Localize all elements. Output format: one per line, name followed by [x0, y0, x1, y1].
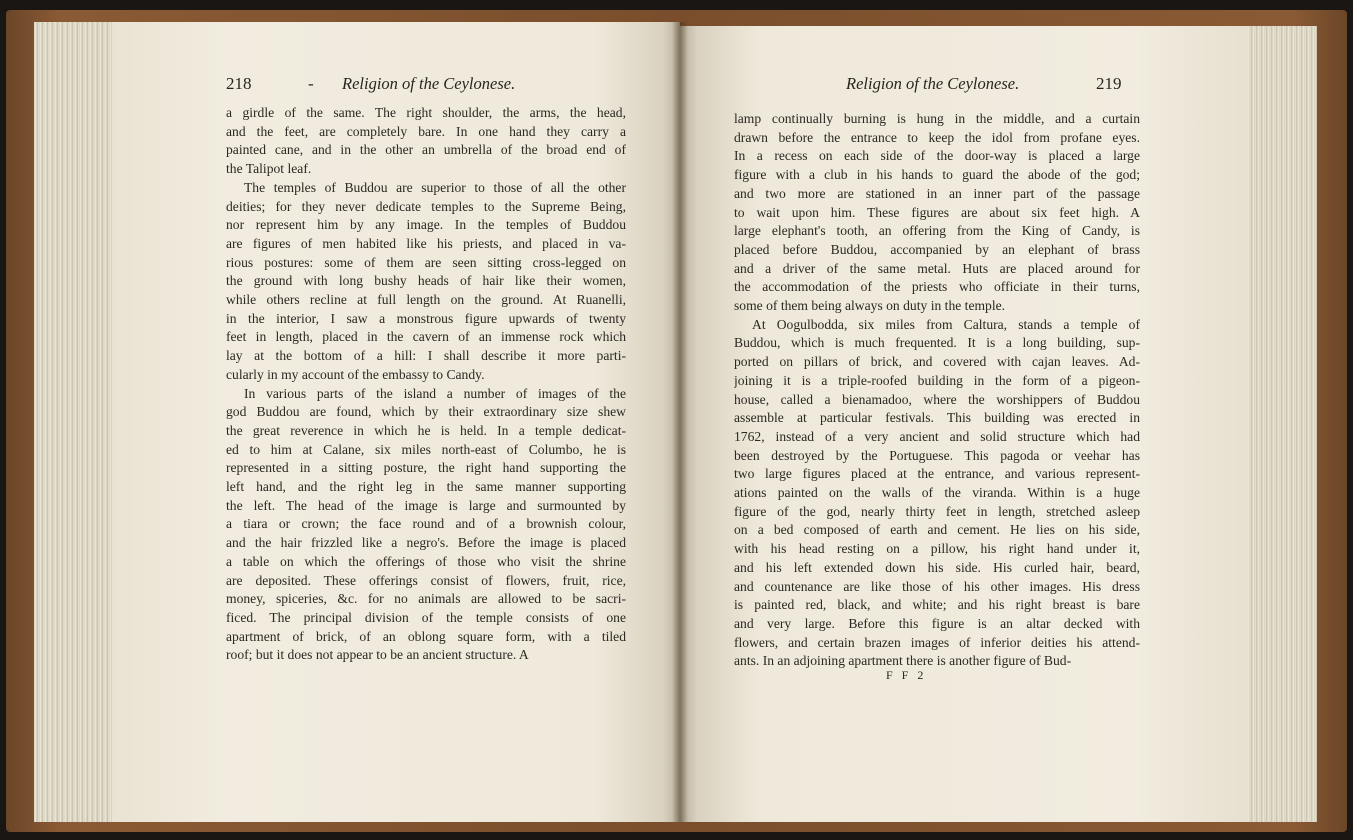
text-line: At Oogulbodda, six miles from Caltura, stands a temple of [752, 316, 1140, 332]
text-line: two large figures placed at the entrance, and various represent- [734, 466, 1140, 482]
text-line: while others recline at full length on the ground. At Ruanelli, [226, 292, 626, 308]
text-line: and the hair frizzled like a negro's. Before the image is placed [226, 535, 626, 551]
text-line: and a driver of the same metal. Huts are placed around for [734, 260, 1140, 276]
text-line: god Buddou are found, which by their extraordinary size shew [226, 404, 626, 420]
text-line: some of them being always on duty in the temple. [734, 298, 1006, 314]
text-line: apartment of brick, of an oblong square form, with a tiled [226, 628, 626, 644]
paragraph [226, 179, 626, 385]
text-line: In a recess on each side of the door-way is placed a large [734, 148, 1140, 164]
text-line: house, called a bienamadoo, where the worshippers of Buddou [734, 391, 1140, 407]
text-line: placed before Buddou, accompanied by an elephant of brass [734, 241, 1140, 257]
text-line: assemble at particular festivals. This building was erected in [734, 410, 1140, 426]
text-line: a table on which the offerings of those who visit the shrine [226, 553, 626, 569]
left-running-title: Religion of the Ceylonese. [342, 74, 516, 93]
text-line: ficed. The principal division of the temple consists of one [226, 609, 626, 625]
text-line: and his left extended down his side. His curled hair, beard, [734, 559, 1140, 575]
text-line: ations painted on the walls of the viranda. Within is a huge [734, 485, 1140, 501]
book-gutter [672, 22, 688, 822]
left-page-number: 218 [226, 74, 252, 93]
text-line: is painted red, black, and white; and his right breast is bare [734, 597, 1140, 613]
text-line: with his head resting on a pillow, his right hand under it, [734, 541, 1140, 557]
paragraph [226, 385, 626, 666]
text-line: left hand, and the right leg in the same manner supporting [226, 479, 626, 495]
right-page-header [734, 74, 1154, 98]
text-line: cularly in my account of the embassy to Candy. [226, 366, 485, 382]
text-line: the ground with long bushy heads of hair like their women, [226, 273, 626, 289]
right-page-edges [1245, 26, 1317, 822]
text-line: nor represent him by any image. In the temples of Buddou [226, 217, 626, 233]
text-line: large elephant's tooth, an offering from the King of Candy, is [734, 223, 1140, 239]
text-line: and the feet, are completely bare. In one hand they carry a [226, 123, 626, 139]
text-line: ed to him at Calane, six miles north-east of Columbo, he is [226, 441, 626, 457]
text-line: in the interior, I saw a monstrous figure upwards of twenty [226, 310, 626, 326]
text-line: on a bed composed of earth and cement. He lies on his side, [734, 522, 1140, 538]
text-line: flowers, and certain brazen images of inferior deities his attend- [734, 634, 1140, 650]
text-line: represented in a sitting posture, the right hand supporting the [226, 460, 626, 476]
right-page-body [734, 110, 1140, 671]
text-line: painted cane, and in the other an umbrella of the broad end of [226, 142, 626, 158]
text-line: drawn before the entrance to keep the idol from profane eyes. [734, 129, 1140, 145]
text-line: roof; but it does not appear to be an ancient structure. A [226, 647, 529, 663]
text-line: ported on pillars of brick, and covered with cajan leaves. Ad- [734, 354, 1140, 370]
header-mark: - [308, 74, 314, 93]
text-line: 1762, instead of a very ancient and solid structure which had [734, 428, 1140, 444]
text-line: and two more are stationed in an inner part of the passage [734, 185, 1140, 201]
left-page-edges [34, 22, 118, 822]
left-page-body [226, 104, 626, 665]
text-line: In various parts of the island a number of images of the [244, 385, 626, 401]
printer-signature: F F 2 [886, 668, 927, 682]
text-line: Buddou, which is much frequented. It is a long building, sup- [734, 335, 1140, 351]
paragraph [734, 110, 1140, 316]
right-page-number: 219 [1096, 74, 1122, 93]
text-line: figure with a club in his hands to guard the abode of the god; [734, 167, 1140, 183]
text-line: joining it is a triple-roofed building in the form of a pigeon- [734, 372, 1140, 388]
left-page-header [226, 74, 646, 98]
text-line: lamp continually burning is hung in the middle, and a curtain [734, 111, 1140, 126]
text-line: a tiara or crown; the face round and of a brownish colour, [226, 516, 626, 532]
text-line: and countenance are like those of his other images. His dress [734, 578, 1140, 594]
paragraph [226, 104, 626, 179]
text-line: The temples of Buddou are superior to those of all the other [244, 179, 626, 195]
text-line: the left. The head of the image is large and surmounted by [226, 497, 626, 513]
text-line: ants. In an adjoining apartment there is another figure of Bud- [734, 653, 1072, 669]
right-running-title: Religion of the Ceylonese. [846, 74, 1020, 93]
text-line: deities; for they never dedicate temples to the Supreme Being, [226, 198, 626, 214]
paragraph [734, 316, 1140, 671]
text-line: the great reverence in which he is held. In a temple dedicat- [226, 422, 626, 438]
text-line: are figures of men habited like his priests, and placed in va- [226, 235, 626, 251]
text-line: the Talipot leaf. [226, 161, 312, 177]
text-line: feet in length, placed in the cavern of an immense rock which [226, 329, 626, 345]
text-line: and very large. Before this figure is an altar decked with [734, 615, 1140, 631]
text-line: are deposited. These offerings consist of flowers, fruit, rice, [226, 572, 626, 588]
text-line: figure of the god, nearly thirty feet in length, stretched asleep [734, 503, 1140, 519]
text-line: the accommodation of the priests who officiate in their turns, [734, 279, 1140, 295]
text-line: money, spiceries, &c. for no animals are allowed to be sacri- [226, 591, 626, 607]
text-line: a girdle of the same. The right shoulder, the arms, the head, [226, 105, 626, 120]
text-line: rious postures: some of them are seen sitting cross-legged on [226, 254, 626, 270]
text-line: been destroyed by the Portuguese. This pagoda or veehar has [734, 447, 1140, 463]
text-line: to wait upon him. These figures are about six feet high. A [734, 204, 1140, 220]
text-line: lay at the bottom of a hill: I shall describe it more parti- [226, 348, 626, 364]
